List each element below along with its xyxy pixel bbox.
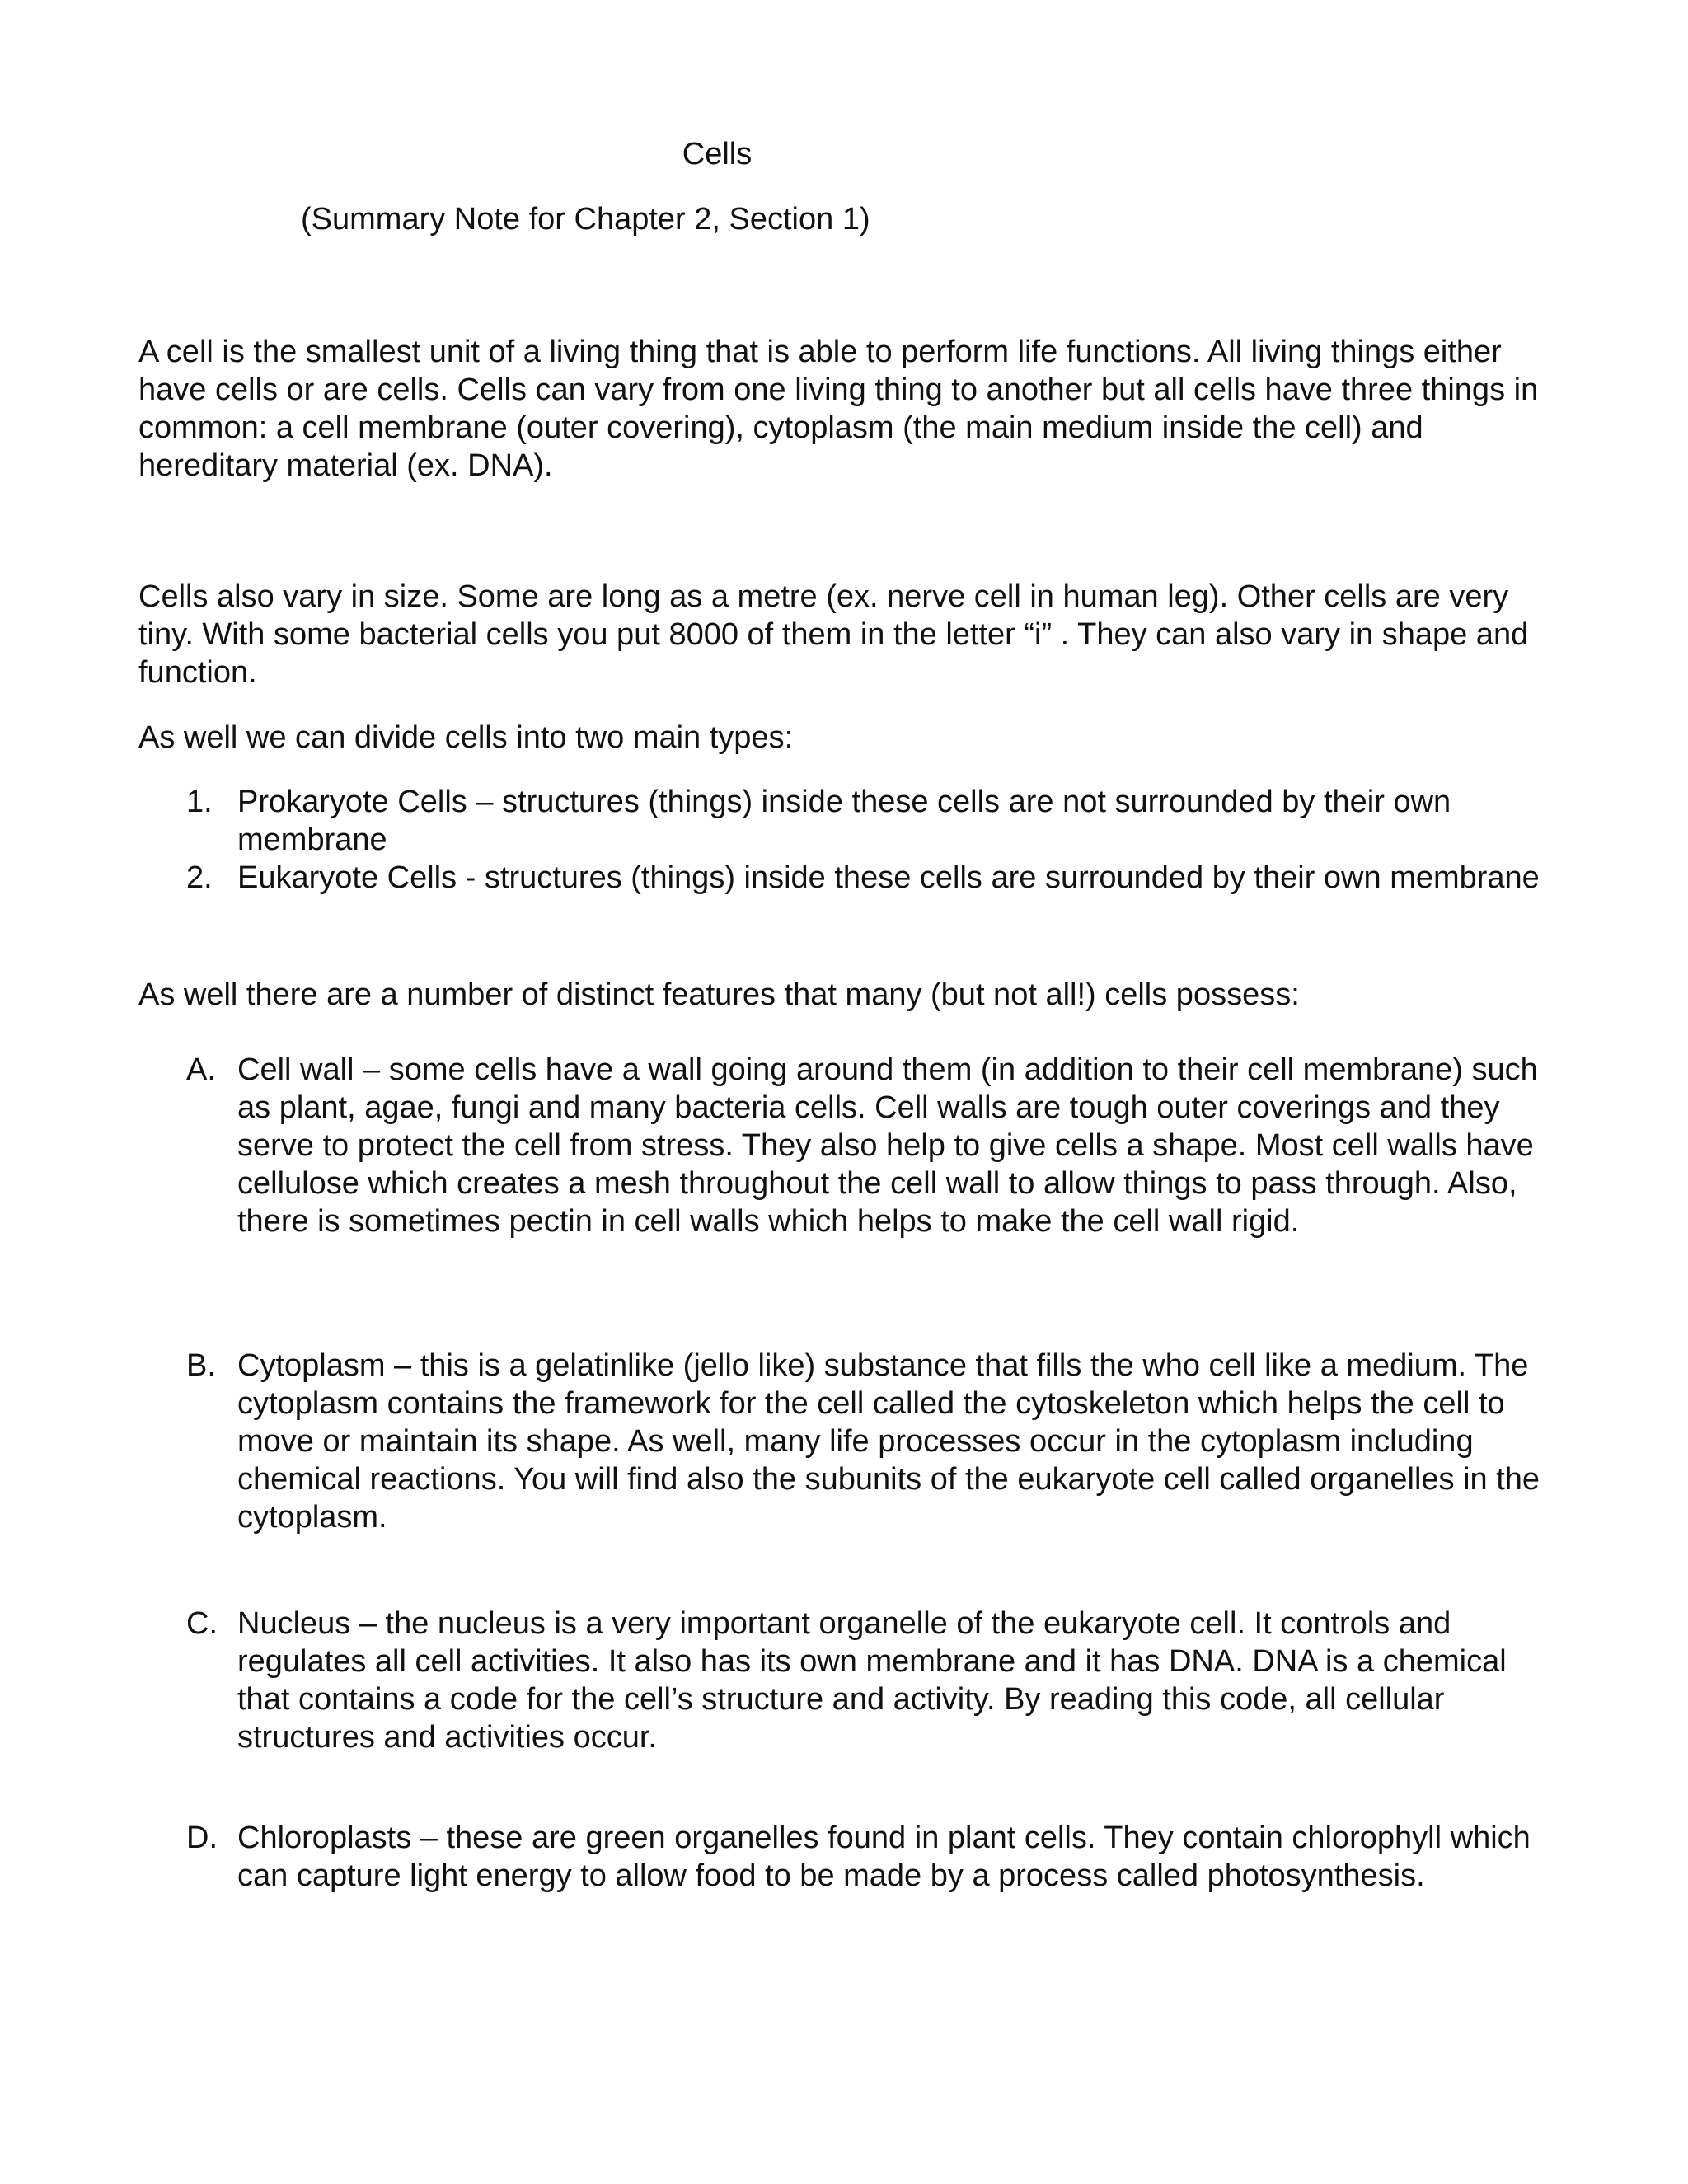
feature-a-block xyxy=(138,1051,1556,1240)
features-intro: As well there are a number of distinct features that many (but not all!) cells possess: xyxy=(138,977,1300,1012)
types-intro: As well we can divide cells into two main types: xyxy=(138,720,794,755)
list-item-text: Prokaryote Cells – structures (things) inside these cells are not surrounded by their own membrane xyxy=(237,785,1451,857)
list-item xyxy=(138,1605,1556,1756)
features-intro-block xyxy=(138,976,1556,1014)
list-item xyxy=(138,1819,1556,1895)
list-item xyxy=(138,859,1556,897)
size-paragraph-block xyxy=(138,578,1556,691)
list-marker: B. xyxy=(186,1348,216,1383)
intro-paragraph: A cell is the smallest unit of a living thing that is able to perform life functions. All living things either have cells or are cells. Cells can vary from one living thing to another but all cells have three things in common: a cell membrane (outer covering), cytoplasm (the main medium inside the cell) and hereditary material (ex. DNA). xyxy=(138,335,1539,483)
page-subtitle: (Summary Note for Chapter 2, Section 1) xyxy=(301,202,870,237)
list-item-text: Cell wall – some cells have a wall going around them (in addition to their cell membrane) such as plant, agae, fungi and many bacteria cells. Cell walls are tough outer coverings and they serve to protect the cell from stress. They also help to give cells a shape. Most cell walls have cellulose which creates a mesh throughout the cell wall to allow things to pass through. Also, there is sometimes pectin in cell walls which helps to make the cell wall rigid. xyxy=(237,1052,1538,1239)
list-item xyxy=(138,1347,1556,1536)
features-list xyxy=(138,1347,1556,1536)
features-list xyxy=(138,1605,1556,1756)
page-title: Cells xyxy=(682,137,753,171)
list-item-text: Chloroplasts – these are green organelles found in plant cells. They contain chlorophyll which can capture light energy to allow food to be made by a process called photosynthesis. xyxy=(237,1821,1531,1893)
list-marker: D. xyxy=(186,1821,218,1855)
feature-b-block xyxy=(138,1347,1556,1536)
list-marker: C. xyxy=(186,1606,218,1641)
list-item-text: Eukaryote Cells - structures (things) inside these cells are surrounded by their own membrane xyxy=(237,860,1540,895)
features-list xyxy=(138,1051,1556,1240)
feature-c-block xyxy=(138,1605,1556,1756)
list-marker: 2. xyxy=(186,860,213,895)
feature-d-block xyxy=(138,1819,1556,1895)
cell-types-block xyxy=(138,783,1556,897)
intro-paragraph-block xyxy=(138,333,1556,485)
list-item xyxy=(138,1051,1556,1240)
types-intro-block xyxy=(138,719,1556,757)
size-paragraph: Cells also vary in size. Some are long as a metre (ex. nerve cell in human leg). Other cells are very tiny. With some bacterial cells you put 8000 of them in the letter “i” . They can also vary in shape and function. xyxy=(138,579,1529,690)
list-item-text: Nucleus – the nucleus is a very important organelle of the eukaryote cell. It controls and regulates all cell activities. It also has its own membrane and it has DNA. DNA is a chemical that contains a code for the cell’s structure and activity. By reading this code, all cellular structures and activities occur. xyxy=(237,1606,1507,1755)
list-marker: 1. xyxy=(186,785,213,819)
cell-types-list xyxy=(138,783,1556,897)
features-list xyxy=(138,1819,1556,1895)
list-marker: A. xyxy=(186,1052,216,1087)
list-item xyxy=(138,783,1556,859)
list-item-text: Cytoplasm – this is a gelatinlike (jello like) substance that fills the who cell like a medium. The cytoplasm contains the framework for the cell called the cytoskeleton which helps the cell to move or maintain its shape. As well, many life processes occur in the cytoplasm including chemical reactions. You will find also the subunits of the eukaryote cell called organelles in the cytoplasm. xyxy=(237,1348,1540,1535)
